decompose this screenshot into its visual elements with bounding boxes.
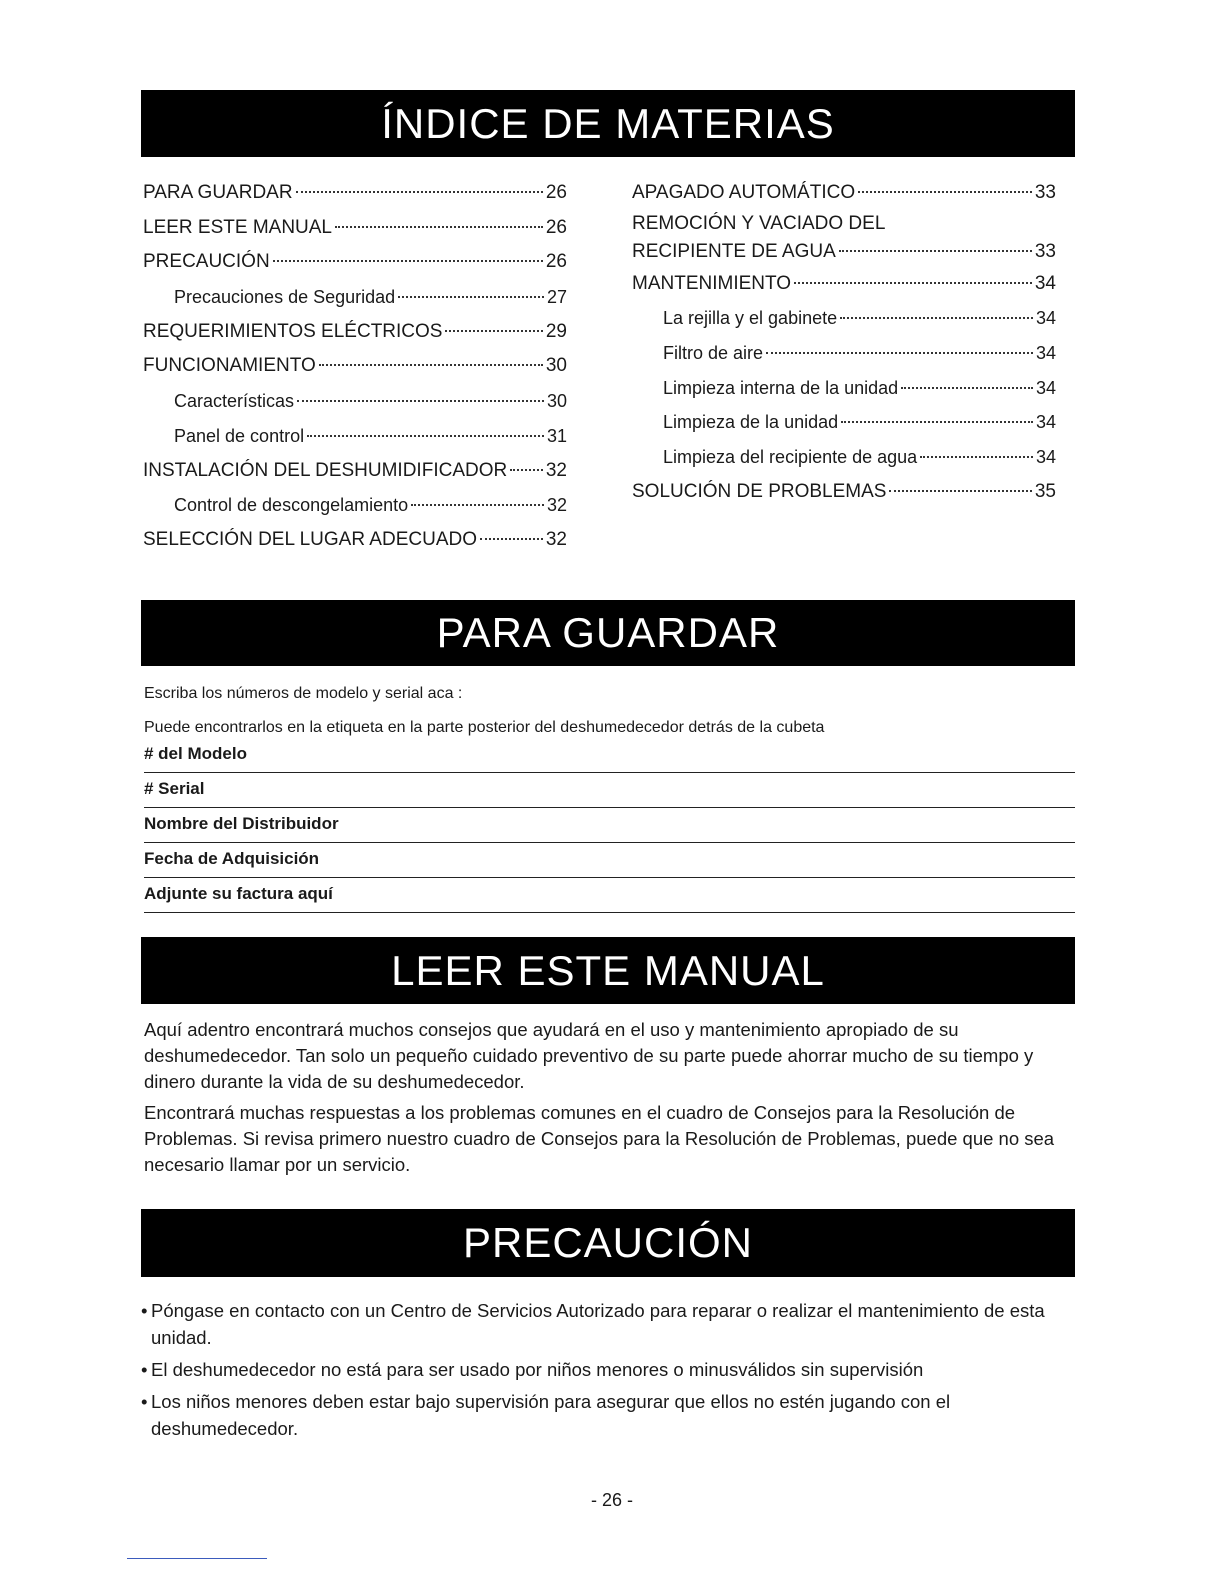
toc-right-column — [632, 176, 1056, 510]
toc-entry[interactable] — [632, 475, 1056, 510]
toc-entry-page: 34 — [1035, 343, 1056, 364]
toc-leader — [335, 226, 543, 228]
toc-entry-title: PRECAUCIÓN — [143, 251, 270, 273]
toc-entry-page: 30 — [545, 355, 567, 377]
toc-subentry[interactable] — [632, 336, 1056, 371]
toc-entry[interactable] — [632, 176, 1056, 211]
toc-entry-page: 27 — [546, 287, 567, 308]
toc-entry[interactable] — [632, 267, 1056, 302]
leer-manual-section — [144, 1017, 1074, 1183]
toc-entry[interactable] — [143, 211, 567, 246]
toc-entry-page: 26 — [545, 182, 567, 203]
toc-entry-title: SOLUCIÓN DE PROBLEMAS — [632, 480, 887, 502]
para-guardar-heading: PARA GUARDAR — [141, 600, 1075, 666]
toc-entry-title: LEER ESTE MANUAL — [143, 216, 332, 238]
toc-entry-title: Control de descongelamiento — [174, 495, 409, 516]
precaution-item — [141, 1388, 1075, 1442]
toc-entry-line[interactable] — [632, 211, 1056, 237]
toc-entry-title: REMOCIÓN Y VACIADO DEL — [632, 212, 886, 234]
toc-leader — [840, 317, 1033, 319]
toc-entry-page: 34 — [1035, 412, 1056, 433]
toc-entry-title: SELECCIÓN DEL LUGAR ADECUADO — [143, 528, 477, 550]
guardar-instruction: Escriba los números de modelo y serial aca : — [144, 685, 463, 702]
toc-entry-page: 32 — [545, 528, 567, 550]
precaution-text: El deshumedecedor no está para ser usado por niños menores o minusválidos sin supervisión — [151, 1359, 924, 1380]
model-number-field[interactable]: # del Modelo — [144, 738, 1075, 773]
toc-entry-title: PARA GUARDAR — [143, 182, 293, 203]
toc-entry-title: RECIPIENTE DE AGUA — [632, 240, 836, 262]
leer-paragraph-1: Aquí adentro encontrará muchos consejos que ayudará en el uso y mantenimiento apropiado de su deshumedecedor. Tan solo un pequeño cuidado preventivo de su parte puede ahorrar mucho de su tiempo y dinero durante la vida de su deshumedecedor. — [144, 1019, 1034, 1092]
para-guardar-section — [144, 684, 1075, 913]
toc-entry-page: 26 — [545, 216, 567, 238]
precaution-item — [141, 1356, 1075, 1383]
toc-entry-page: 32 — [546, 495, 567, 516]
leer-manual-heading: LEER ESTE MANUAL — [141, 937, 1075, 1004]
toc-leader — [920, 456, 1033, 458]
toc-entry-title: Características — [174, 391, 295, 412]
toc-leader — [901, 387, 1033, 389]
toc-entry-title: MANTENIMIENTO — [632, 272, 792, 294]
toc-leader — [766, 352, 1033, 354]
toc-entry-page: 34 — [1034, 272, 1056, 294]
distributor-name-field[interactable]: Nombre del Distribuidor — [144, 808, 1075, 843]
toc-entry-page: 33 — [1034, 182, 1056, 203]
leer-paragraph-2: Encontrará muchas respuestas a los problemas comunes en el cuadro de Consejos para la Resolución de Problemas. Si revisa primero nuestro cuadro de Consejos para la Resolución de Problemas, puede que no sea necesario llamar por un servicio. — [144, 1102, 1055, 1175]
toc-subentry[interactable] — [632, 405, 1056, 440]
toc-entry-page: 33 — [1034, 240, 1056, 262]
toc-leader — [839, 250, 1032, 252]
toc-subentry[interactable] — [143, 384, 567, 419]
toc-entry-title: REQUERIMIENTOS ELÉCTRICOS — [143, 320, 443, 342]
toc-entry-page: 31 — [546, 425, 567, 446]
toc-entry[interactable] — [143, 454, 567, 489]
guardar-location-note: Puede encontrarlos en la etiqueta en la parte posterior del deshumedecedor detrás de la cubeta — [144, 719, 825, 736]
toc-entry-page: 30 — [546, 391, 567, 412]
toc-subentry[interactable] — [143, 280, 567, 315]
toc-entry-title: Panel de control — [174, 425, 305, 446]
toc-entry-page: 34 — [1035, 377, 1056, 398]
toc-entry-title: FUNCIONAMIENTO — [143, 355, 316, 377]
footer-rule — [127, 1558, 267, 1559]
toc-entry-title: Limpieza interna de la unidad — [663, 377, 899, 398]
toc-entry[interactable] — [143, 315, 567, 350]
toc-entry[interactable] — [143, 349, 567, 384]
toc-leader — [841, 421, 1033, 423]
toc-leader — [889, 490, 1031, 492]
toc-entry-title: La rejilla y el gabinete — [663, 308, 838, 329]
toc-entry[interactable] — [632, 237, 1056, 267]
toc-entry-page: 29 — [545, 320, 567, 342]
toc-leader — [858, 191, 1032, 193]
toc-leader — [445, 330, 542, 332]
page-number: - 26 - — [590, 1490, 633, 1510]
toc-entry-page: 34 — [1035, 447, 1056, 468]
toc-entry-page: 34 — [1035, 308, 1056, 329]
toc-entry[interactable] — [143, 523, 567, 558]
toc-entry-title: Filtro de aire — [663, 343, 764, 364]
toc-subentry[interactable] — [632, 301, 1056, 336]
toc-leader — [319, 364, 543, 366]
bullet-icon: • — [141, 1359, 148, 1380]
toc-entry-title: Limpieza del recipiente de agua — [663, 447, 918, 468]
toc-entry-title: APAGADO AUTOMÁTICO — [632, 182, 856, 203]
toc-leader — [794, 282, 1032, 284]
toc-subentry[interactable] — [143, 488, 567, 523]
toc-leader — [411, 504, 544, 506]
toc-subentry[interactable] — [632, 371, 1056, 406]
toc-leader — [296, 191, 543, 193]
purchase-date-field[interactable]: Fecha de Adquisición — [144, 843, 1075, 878]
toc-entry-page: 35 — [1034, 480, 1056, 502]
toc-left-column — [143, 176, 567, 558]
serial-number-field[interactable]: # Serial — [144, 773, 1075, 808]
toc-leader — [480, 538, 543, 540]
toc-entry-title: Precauciones de Seguridad — [174, 287, 396, 308]
toc-entry-page: 32 — [545, 459, 567, 481]
toc-entry[interactable] — [143, 176, 567, 211]
attach-invoice-field[interactable]: Adjunte su factura aquí — [144, 878, 1075, 913]
toc-subentry[interactable] — [632, 440, 1056, 475]
bullet-icon: • — [141, 1391, 148, 1412]
toc-leader — [307, 435, 544, 437]
toc-leader — [398, 296, 544, 298]
toc-leader — [510, 469, 543, 471]
toc-leader — [297, 400, 544, 402]
precaution-text: Los niños menores deben estar bajo supervisión para asegurar que ellos no estén jugando con el deshumedecedor. — [151, 1391, 951, 1439]
toc-entry[interactable] — [143, 245, 567, 280]
toc-entry-title: INSTALACIÓN DEL DESHUMIDIFICADOR — [143, 459, 508, 481]
toc-heading: ÍNDICE DE MATERIAS — [141, 90, 1075, 157]
precaucion-heading: PRECAUCIÓN — [141, 1209, 1075, 1277]
toc-entry-page: 26 — [545, 251, 567, 273]
precaution-text: Póngase en contacto con un Centro de Servicios Autorizado para reparar o realizar el mantenimiento de esta unidad. — [151, 1300, 1045, 1348]
toc-entry-title: Limpieza de la unidad — [663, 412, 839, 433]
toc-leader — [273, 260, 543, 262]
bullet-icon: • — [141, 1300, 148, 1321]
precaution-item — [141, 1297, 1075, 1351]
precaucion-section — [141, 1297, 1075, 1447]
toc-subentry[interactable] — [143, 419, 567, 454]
